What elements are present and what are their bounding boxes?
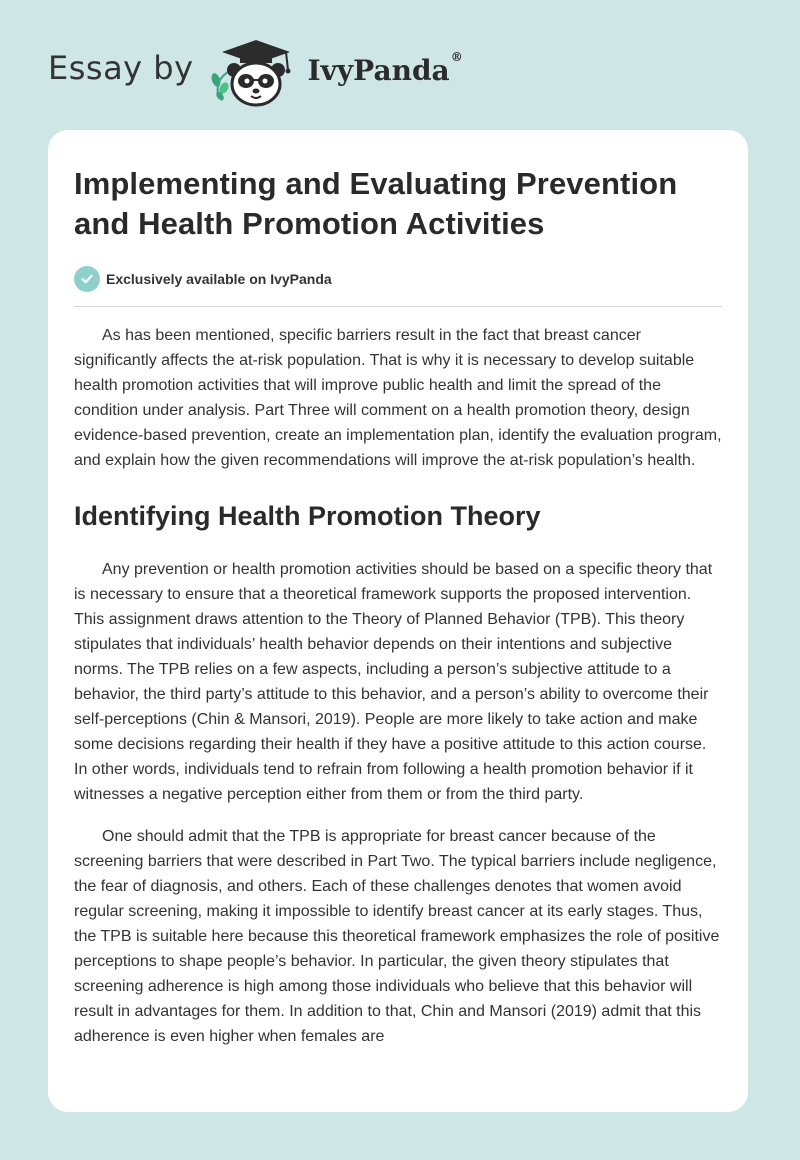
brand-name: IvyPanda® [307,49,463,87]
divider [74,306,722,307]
article-card [48,130,748,1112]
article-title: Implementing and Evaluating Prevention and Health Promotion Activities [74,166,678,241]
ivypanda-logo-link[interactable] [206,36,463,108]
check-circle-icon [74,266,100,292]
section-heading: Identifying Health Promotion Theory [74,501,541,531]
panda-logo-icon [206,36,306,108]
body-paragraph-2: One should admit that the TPB is appropriate for breast cancer because of the screening barriers that were described in Part Two. The typical barriers include negligence, the fear of diagnosis, and others. Each of these challenges denotes that women avoid regular screening, making it impossible to identify breast cancer at its early stages. Thus, the TPB is suitable here because this theoretical framework emphasizes the role of positive perceptions to shape people’s behavior. In particular, the given theory stipulates that screening adherence is high among those individuals who believe that this behavior will result in advantages for them. In addition to that, Chin and Mansori (2019) admit that this adherence is even higher when females are [74,828,720,1045]
exclusive-badge [74,266,722,292]
body-paragraph-1: Any prevention or health promotion activities should be based on a specific theory that is necessary to ensure that a theoretical framework supports the proposed intervention. This assignment draws attention to the Theory of Planned Behavior (TPB). This theory stipulates that individuals’ health behavior depends on their intentions and subjective norms. The TPB relies on a few aspects, including a person’s subjective attitude to a behavior, the third party’s attitude to this behavior, and a person’s ability to overcome their self-perceptions (Chin & Mansori, 2019). People are more likely to take action and make some decisions regarding their health if they have a positive attitude to this action course. In other words, individuals tend to refrain from following a health promotion behavior if it witnesses a negative perception either from them or from the third party. [74,561,713,803]
intro-paragraph: As has been mentioned, specific barriers result in the fact that breast cancer significantly affects the at-risk population. That is why it is necessary to develop suitable health promotion activities that will improve public health and limit the spread of the condition under analysis. Part Three will comment on a health promotion theory, design evidence-based prevention, create an implementation plan, identify the evaluation program, and explain how the given recommendations will improve the at-risk population’s health. [74,327,722,469]
exclusive-badge-label: Exclusively available on IvyPanda [106,271,332,287]
essay-by-label: Essay by [48,49,194,87]
site-header [48,36,463,108]
